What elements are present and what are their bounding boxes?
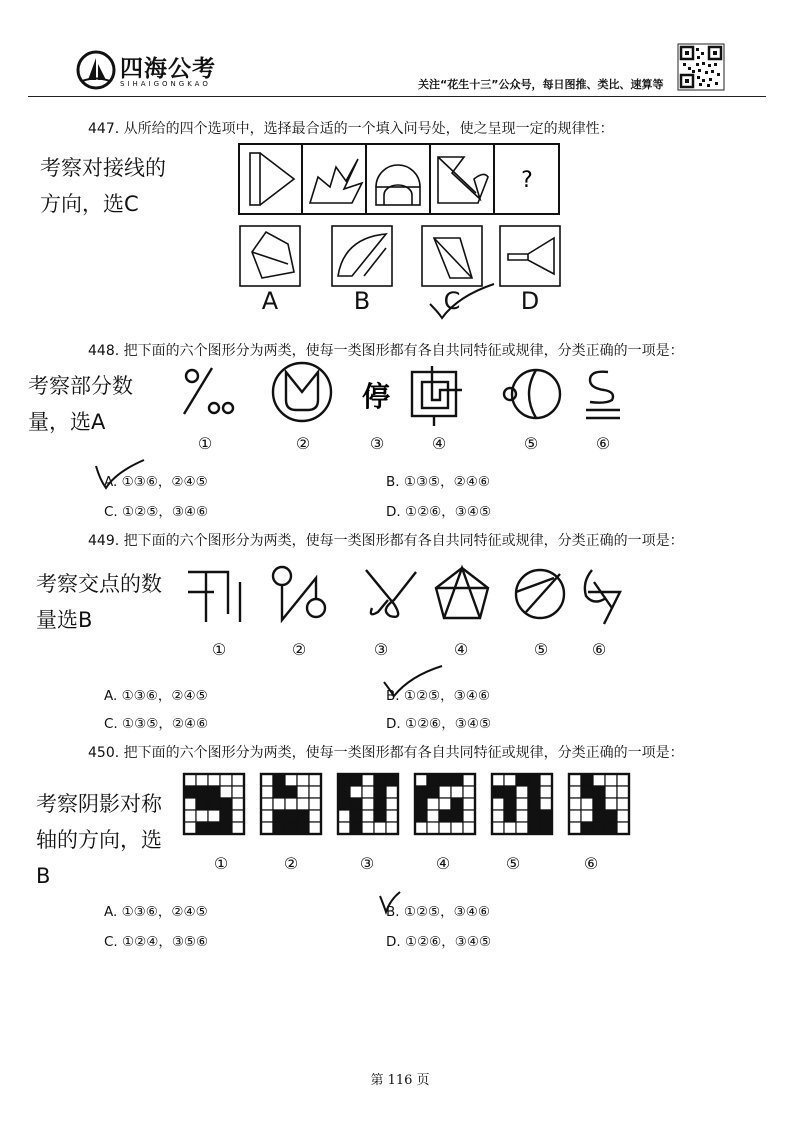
grid-cell xyxy=(516,786,528,798)
grid-cell xyxy=(451,810,463,822)
grid-cell xyxy=(285,822,297,834)
grid-cell xyxy=(492,810,504,822)
grid-cell xyxy=(593,774,605,786)
grid-cell xyxy=(617,774,629,786)
grid-cell xyxy=(516,798,528,810)
grid-cell xyxy=(427,774,439,786)
logo-icon xyxy=(76,50,116,90)
checkmark-icon xyxy=(428,282,498,322)
grid-cell xyxy=(309,822,321,834)
note-line: 量，选A xyxy=(28,410,106,434)
grid-cell xyxy=(386,798,398,810)
grid-cell xyxy=(528,798,540,810)
shaded-grid-5 xyxy=(492,774,552,834)
note-line: 考察部分数 xyxy=(28,374,133,398)
grid-cell xyxy=(617,810,629,822)
grid-cell xyxy=(451,786,463,798)
note-line: 量选B xyxy=(36,608,93,632)
grid-cell xyxy=(350,822,362,834)
grid-cell xyxy=(285,798,297,810)
figure-number: ② xyxy=(283,854,299,873)
handwritten-note-450 xyxy=(36,786,162,894)
shaded-grid-3 xyxy=(338,774,398,834)
grid-cell xyxy=(463,798,475,810)
shaded-grid-6 xyxy=(569,774,629,834)
grid-cell xyxy=(492,822,504,834)
grid-cell xyxy=(439,822,451,834)
grid-cell xyxy=(374,786,386,798)
grid-cell xyxy=(569,822,581,834)
grid-cell xyxy=(232,798,244,810)
grid-cell xyxy=(528,774,540,786)
checkmark-icon xyxy=(92,458,148,494)
grid-cell xyxy=(569,798,581,810)
note-line: 轴的方向，选 xyxy=(36,828,162,852)
question-mark: ? xyxy=(521,168,533,193)
grid-cell xyxy=(463,810,475,822)
question-448-figures xyxy=(176,362,632,428)
grid-cell xyxy=(593,822,605,834)
grid-cell xyxy=(492,798,504,810)
handwritten-note-448 xyxy=(28,368,133,440)
grid-cell xyxy=(338,822,350,834)
figure-number: ③ xyxy=(373,640,389,659)
grid-cell xyxy=(261,798,273,810)
grid-cell xyxy=(297,786,309,798)
option-d-figure xyxy=(500,226,560,286)
option-a-figure xyxy=(240,226,300,286)
grid-cell xyxy=(581,822,593,834)
option-d-label: D xyxy=(520,287,540,315)
grid-cell xyxy=(569,774,581,786)
figure-number: ④ xyxy=(453,640,469,659)
grid-cell xyxy=(605,798,617,810)
grid-cell xyxy=(273,774,285,786)
grid-cell xyxy=(451,774,463,786)
grid-cell xyxy=(261,810,273,822)
sequence-figure-2 xyxy=(310,159,362,203)
grid-cell xyxy=(593,786,605,798)
grid-cell xyxy=(415,786,427,798)
grid-cell xyxy=(593,798,605,810)
note-line: 考察交点的数 xyxy=(36,572,162,596)
grid-cell xyxy=(208,822,220,834)
header-promo-text: 关注“花生十三”公众号，每日图推、类比、速算等 xyxy=(418,78,664,91)
figure-number: ⑥ xyxy=(583,854,599,873)
grid-cell xyxy=(350,798,362,810)
grid-cell xyxy=(184,774,196,786)
option-a-label: A xyxy=(261,287,279,315)
sequence-figure-1 xyxy=(250,153,294,205)
question-450-title: 450. 把下面的六个图形分为两类，使每一类图形都有各自共同特征或规律，分类正确的一项是： xyxy=(88,745,684,761)
grid-cell xyxy=(184,822,196,834)
figure-number: ② xyxy=(295,434,311,453)
grid-cell xyxy=(297,798,309,810)
figure-number: ⑤ xyxy=(533,640,549,659)
grid-cell xyxy=(196,798,208,810)
grid-cell xyxy=(285,774,297,786)
option-c: C. ①②⑤，③④⑥ xyxy=(104,504,209,520)
grid-cell xyxy=(451,798,463,810)
grid-cell xyxy=(427,810,439,822)
grid-cell xyxy=(516,810,528,822)
grid-cell xyxy=(350,774,362,786)
grid-cell xyxy=(540,810,552,822)
grid-cell xyxy=(232,774,244,786)
grid-cell xyxy=(593,810,605,822)
grid-cell xyxy=(184,786,196,798)
grid-cell xyxy=(540,774,552,786)
grid-cell xyxy=(463,786,475,798)
checkmark-icon xyxy=(378,890,402,916)
grid-cell xyxy=(617,786,629,798)
grid-cell xyxy=(232,822,244,834)
figure-449-2 xyxy=(273,567,325,620)
grid-cell xyxy=(362,822,374,834)
grid-cell xyxy=(605,822,617,834)
grid-cell xyxy=(617,822,629,834)
question-447-title: 447. 从所给的四个选项中，选择最合适的一个填入问号处，使之呈现一定的规律性： xyxy=(88,121,614,137)
option-b: B. ①③⑤，②④⑥ xyxy=(386,474,490,490)
option-b-figure xyxy=(332,226,392,286)
grid-cell xyxy=(617,798,629,810)
grid-cell xyxy=(415,774,427,786)
option-b: B. ①②⑤，③④⑥ xyxy=(386,904,490,920)
grid-cell xyxy=(386,822,398,834)
figure-449-6 xyxy=(585,570,620,624)
grid-cell xyxy=(208,798,220,810)
grid-cell xyxy=(516,774,528,786)
grid-cell xyxy=(220,798,232,810)
grid-cell xyxy=(427,798,439,810)
option-c: C. ①②④，③⑤⑥ xyxy=(104,934,209,950)
grid-cell xyxy=(232,810,244,822)
figure-number: ⑥ xyxy=(591,640,607,659)
figure-number: ④ xyxy=(431,434,447,453)
option-a: A. ①③⑥，②④⑤ xyxy=(104,474,208,490)
grid-cell xyxy=(581,786,593,798)
grid-cell xyxy=(415,798,427,810)
grid-cell xyxy=(362,786,374,798)
grid-cell xyxy=(261,786,273,798)
grid-cell xyxy=(338,774,350,786)
grid-cell xyxy=(439,810,451,822)
grid-cell xyxy=(309,810,321,822)
grid-cell xyxy=(309,786,321,798)
grid-cell xyxy=(504,822,516,834)
grid-cell xyxy=(504,810,516,822)
grid-cell xyxy=(208,786,220,798)
grid-cell xyxy=(196,774,208,786)
logo-text: 四海公考 xyxy=(120,56,216,82)
grid-cell xyxy=(273,810,285,822)
grid-cell xyxy=(605,786,617,798)
qr-code-icon xyxy=(678,44,724,90)
header-divider xyxy=(28,96,766,97)
grid-cell xyxy=(297,774,309,786)
grid-cell xyxy=(362,798,374,810)
figure-number: ④ xyxy=(435,854,451,873)
question-448-title: 448. 把下面的六个图形分为两类，使每一类图形都有各自共同特征或规律，分类正确的一项是： xyxy=(88,343,684,359)
grid-cell xyxy=(273,798,285,810)
checkmark-icon xyxy=(380,664,446,700)
grid-cell xyxy=(220,822,232,834)
handwritten-note-447 xyxy=(40,150,166,222)
figure-449-4 xyxy=(436,568,488,618)
option-b: B. ①②⑤，③④⑥ xyxy=(386,688,490,704)
grid-cell xyxy=(273,786,285,798)
grid-cell xyxy=(386,774,398,786)
figure-number: ③ xyxy=(369,434,385,453)
note-line: B xyxy=(36,864,51,888)
grid-cell xyxy=(309,774,321,786)
grid-cell xyxy=(504,798,516,810)
grid-cell xyxy=(374,798,386,810)
grid-cell xyxy=(439,786,451,798)
figure-number: ③ xyxy=(359,854,375,873)
figure-448-5 xyxy=(504,370,560,418)
grid-cell xyxy=(273,822,285,834)
grid-cell xyxy=(605,810,617,822)
handwritten-note-449 xyxy=(36,566,162,638)
grid-cell xyxy=(196,786,208,798)
sequence-figure-3 xyxy=(376,165,420,205)
question-449-title: 449. 把下面的六个图形分为两类，使每一类图形都有各自共同特征或规律，分类正确的一项是： xyxy=(88,533,684,549)
grid-cell xyxy=(362,774,374,786)
note-line: 考察阴影对称 xyxy=(36,792,162,816)
grid-cell xyxy=(220,810,232,822)
figure-number: ⑤ xyxy=(505,854,521,873)
grid-cell xyxy=(581,774,593,786)
shaded-grid-2 xyxy=(261,774,321,834)
option-d: D. ①②⑥，③④⑤ xyxy=(386,934,492,950)
page-number: 第 116 页 xyxy=(370,1073,430,1088)
figure-number: ⑥ xyxy=(595,434,611,453)
grid-cell xyxy=(374,822,386,834)
figure-449-5 xyxy=(516,570,564,618)
grid-cell xyxy=(350,786,362,798)
grid-cell xyxy=(338,810,350,822)
option-a: A. ①③⑥，②④⑤ xyxy=(104,688,208,704)
grid-cell xyxy=(374,774,386,786)
figure-number: ① xyxy=(213,854,229,873)
shaded-grid-1 xyxy=(184,774,244,834)
option-c-label: C xyxy=(443,287,461,315)
question-450-figures xyxy=(182,772,628,836)
grid-cell xyxy=(386,810,398,822)
grid-cell xyxy=(208,774,220,786)
grid-cell xyxy=(208,810,220,822)
grid-cell xyxy=(196,810,208,822)
grid-cell xyxy=(540,798,552,810)
question-447-options xyxy=(238,224,558,288)
grid-cell xyxy=(285,786,297,798)
grid-cell xyxy=(220,786,232,798)
grid-cell xyxy=(451,822,463,834)
grid-cell xyxy=(297,822,309,834)
grid-cell xyxy=(540,822,552,834)
grid-cell xyxy=(492,774,504,786)
grid-cell xyxy=(338,798,350,810)
figure-449-1 xyxy=(188,572,240,622)
grid-cell xyxy=(415,822,427,834)
grid-cell xyxy=(362,810,374,822)
logo-subtitle: SIHAIGONGKAO xyxy=(120,80,211,88)
grid-cell xyxy=(581,810,593,822)
grid-cell xyxy=(427,822,439,834)
grid-cell xyxy=(261,774,273,786)
grid-cell xyxy=(463,822,475,834)
figure-448-6 xyxy=(586,372,620,418)
note-line: 方向，选C xyxy=(40,192,139,216)
grid-cell xyxy=(504,786,516,798)
grid-cell xyxy=(605,774,617,786)
grid-cell xyxy=(528,822,540,834)
option-b-label: B xyxy=(353,287,371,315)
grid-cell xyxy=(439,774,451,786)
grid-cell xyxy=(184,798,196,810)
grid-cell xyxy=(374,810,386,822)
grid-cell xyxy=(463,774,475,786)
figure-number: ① xyxy=(211,640,227,659)
grid-cell xyxy=(528,810,540,822)
note-line: 考察对接线的 xyxy=(40,156,166,180)
grid-cell xyxy=(528,786,540,798)
grid-cell xyxy=(184,810,196,822)
option-d: D. ①②⑥，③④⑤ xyxy=(386,716,492,732)
figure-number: ① xyxy=(197,434,213,453)
figure-number: ② xyxy=(291,640,307,659)
grid-cell xyxy=(232,786,244,798)
figure-448-4 xyxy=(412,366,462,426)
option-a: A. ①③⑥，②④⑤ xyxy=(104,904,208,920)
figure-448-1 xyxy=(184,368,233,414)
figure-449-3 xyxy=(366,570,416,617)
grid-cell xyxy=(350,810,362,822)
grid-cell xyxy=(569,810,581,822)
shaded-grid-4 xyxy=(415,774,475,834)
grid-cell xyxy=(297,810,309,822)
sequence-figure-4 xyxy=(438,157,488,203)
figure-448-2 xyxy=(273,363,331,421)
grid-cell xyxy=(285,810,297,822)
grid-cell xyxy=(492,786,504,798)
grid-cell xyxy=(415,810,427,822)
option-d: D. ①②⑥，③④⑤ xyxy=(386,504,492,520)
grid-cell xyxy=(261,822,273,834)
grid-cell xyxy=(427,786,439,798)
grid-cell xyxy=(196,822,208,834)
grid-cell xyxy=(309,798,321,810)
option-c: C. ①③⑤，②④⑥ xyxy=(104,716,209,732)
question-449-figures xyxy=(184,562,624,628)
grid-cell xyxy=(581,798,593,810)
grid-cell xyxy=(569,786,581,798)
grid-cell xyxy=(386,786,398,798)
grid-cell xyxy=(439,798,451,810)
grid-cell xyxy=(504,774,516,786)
grid-cell xyxy=(220,774,232,786)
grid-cell xyxy=(338,786,350,798)
question-447-sequence xyxy=(238,143,560,215)
figure-number: ⑤ xyxy=(523,434,539,453)
grid-cell xyxy=(540,786,552,798)
option-c-figure xyxy=(422,226,482,286)
grid-cell xyxy=(516,822,528,834)
figure-448-3-char: 停 xyxy=(361,380,391,413)
